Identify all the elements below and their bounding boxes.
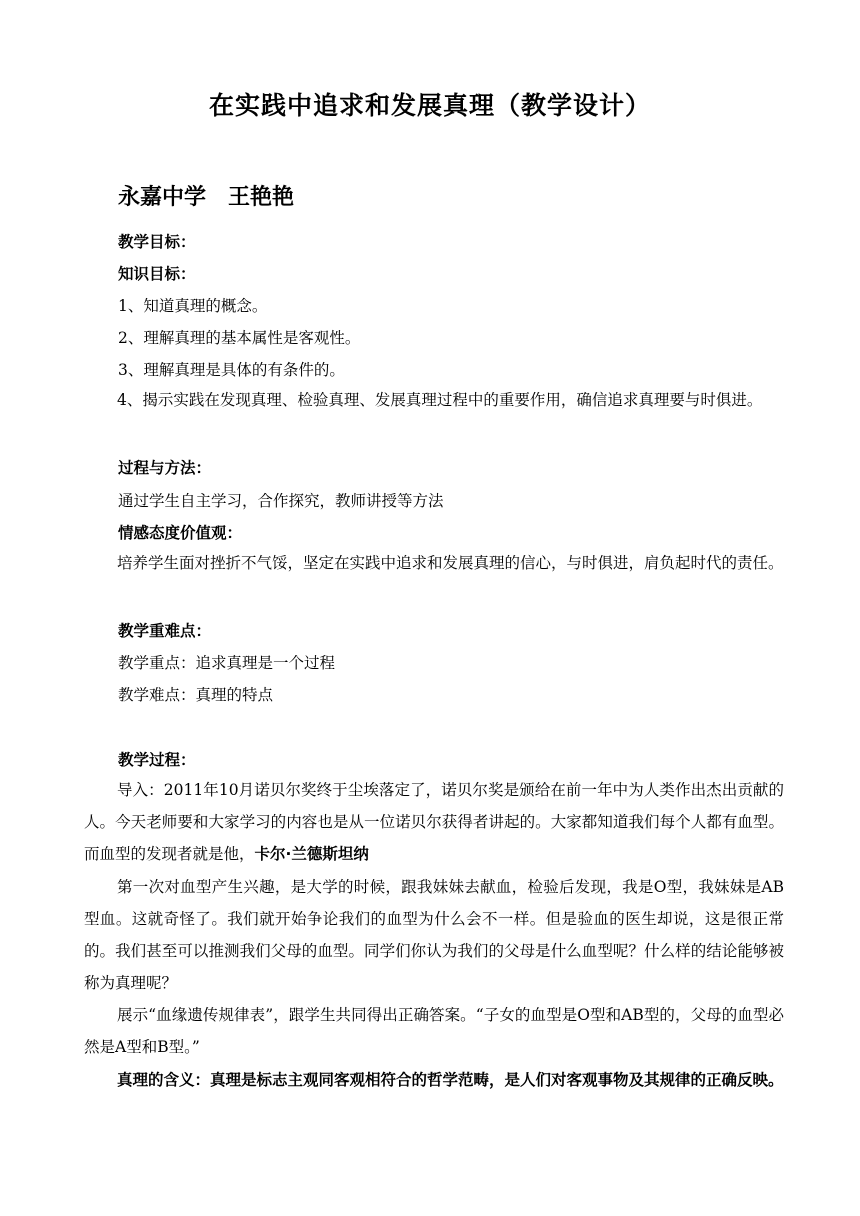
knowledge-heading: 知识目标： [118, 265, 196, 283]
story-paragraph: 第一次对血型产生兴趣，是大学的时候，跟我妹妹去献血，检验后发现，我是O型，我妹妹是AB型血。这就奇怪了。我们就开始争论我们的血型为什么会不一样。但是验血的医生却说，这是很正常的。我们甚至可以推测我们父母的血型。同学们你认为我们的父母是什么血型呢？什么样的结论能够被称为真理呢？ [84, 878, 784, 992]
key-point: 教学重点：追求真理是一个过程 [118, 654, 336, 672]
teaching-process-heading: 教学过程： [118, 751, 196, 769]
process-method-heading: 过程与方法： [118, 459, 212, 477]
intro-paragraph [84, 774, 784, 870]
intro-bold-name: 卡尔·兰德斯坦纳 [254, 845, 369, 863]
key-points-heading: 教学重难点： [118, 622, 212, 640]
knowledge-item: 1、知道真理的概念。 [118, 297, 268, 315]
process-method-text: 通过学生自主学习，合作探究，教师讲授等方法 [118, 492, 444, 510]
emotion-text: 培养学生面对挫折不气馁，坚定在实践中追求和发展真理的信心，与时俱进，肩负起时代的责任。 [117, 554, 784, 572]
knowledge-item: 3、理解真理是具体的有条件的。 [118, 361, 345, 379]
show-paragraph: 展示“血缘遗传规律表”，跟学生共同得出正确答案。“子女的血型是O型和AB型的，父母的血型必然是A型和B型。” [84, 1006, 784, 1056]
author-name: 王艳艳 [228, 185, 295, 210]
author-school: 永嘉中学 [118, 185, 207, 210]
author-line [118, 180, 316, 211]
definition-paragraph: 真理的含义：真理是标志主观同客观相符合的哲学范畴，是人们对客观事物及其规律的正确反映。 [117, 1071, 784, 1089]
knowledge-item: 2、理解真理的基本属性是客观性。 [118, 329, 361, 347]
emotion-heading: 情感态度价值观： [118, 524, 243, 542]
intro-text: 导入：2011年10月诺贝尔奖终于尘埃落定了，诺贝尔奖是颁给在前一年中为人类作出杰出贡献的人。今天老师要和大家学习的内容也是从一位诺贝尔获得者讲起的。大家都知道我们每个人都有血型。而血型的发现者就是他， [84, 781, 784, 863]
knowledge-item: 4、揭示实践在发现真理、检验真理、发展真理过程中的重要作用，确信追求真理要与时俱进。 [117, 391, 763, 409]
difficult-point: 教学难点：真理的特点 [118, 686, 274, 704]
goals-heading: 教学目标： [118, 233, 196, 251]
page-title: 在实践中追求和发展真理（教学设计） [208, 91, 651, 120]
